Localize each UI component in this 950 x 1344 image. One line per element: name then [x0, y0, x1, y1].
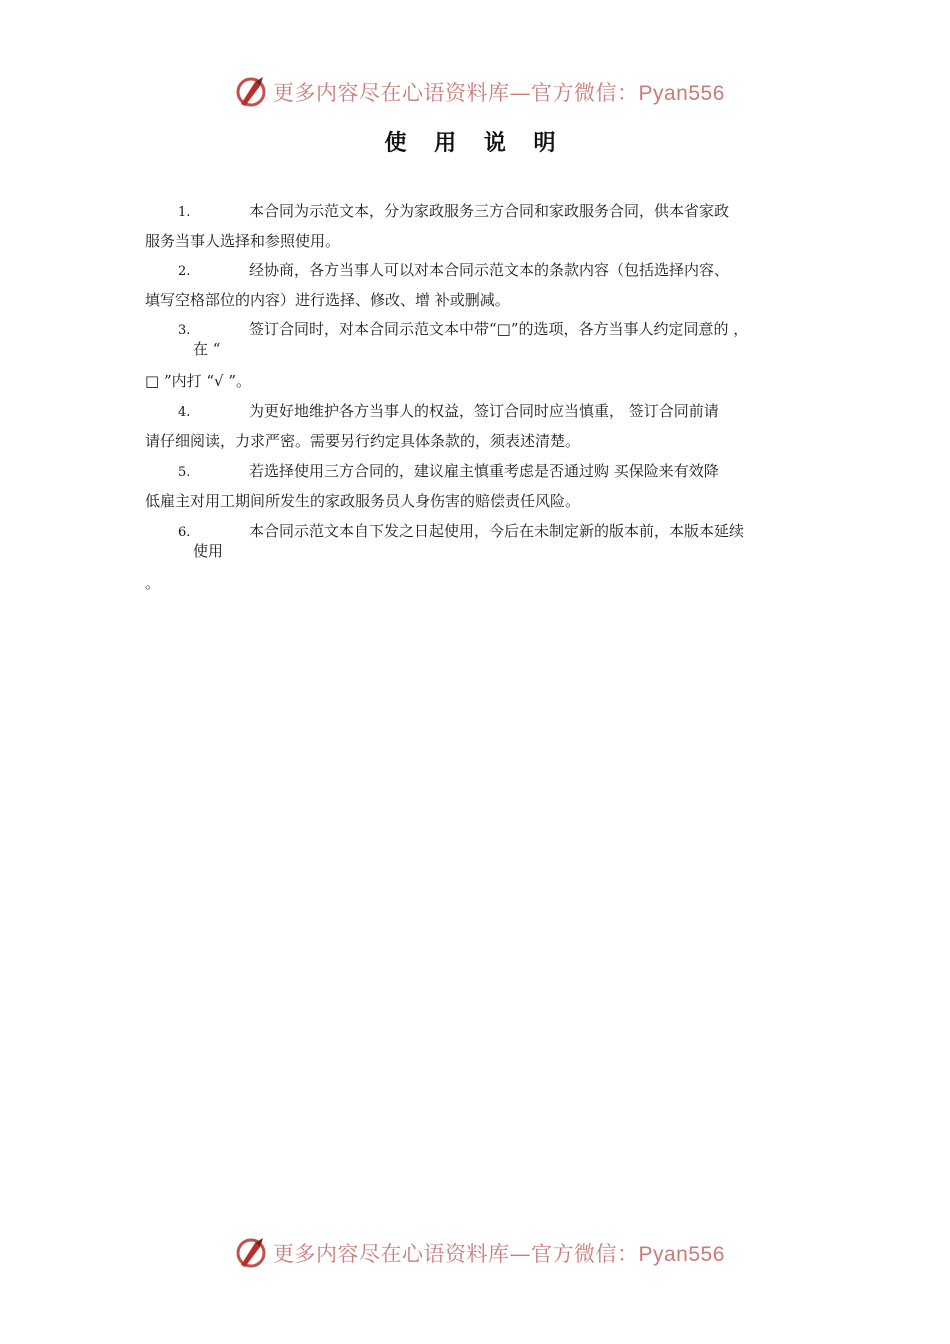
item-line-2: □ ”内打 “√ ”。 — [145, 372, 252, 390]
item-number: 5. — [178, 465, 191, 480]
item-line-2: 请仔细阅读，力求严密。需要另行约定具体条款的，须表述清楚。 — [145, 432, 581, 450]
watermark-text — [273, 77, 725, 107]
item-line-2: 低雇主对用工期间所发生的家政服务员人身伤害的赔偿责任风险。 — [145, 492, 581, 510]
item-continuation: 使用 — [193, 542, 224, 560]
item-number: 3. — [178, 323, 191, 338]
item-line-1: 经协商，各方当事人可以对本合同示范文本的条款内容（包括选择内容、 — [249, 261, 730, 279]
watermark-text — [273, 1238, 725, 1268]
watermark-banner-bottom — [233, 1233, 725, 1273]
item-number: 1. — [178, 205, 191, 220]
watermark-wechat-id: Pyan556 — [638, 1243, 725, 1266]
watermark-wechat-id: Pyan556 — [638, 82, 725, 105]
pen-logo-icon — [233, 1235, 269, 1271]
pen-logo-icon — [233, 74, 269, 110]
item-line-1: 签订合同时，对本合同示范文本中带“□”的选项，各方当事人约定同意的 ， — [249, 320, 749, 338]
item-number: 2. — [178, 264, 191, 279]
item-number: 6. — [178, 525, 191, 540]
watermark-text-cn: 更多内容尽在心语资料库—官方微信： — [273, 81, 639, 105]
item-line-1: 本合同为示范文本，分为家政服务三方合同和家政服务合同，供本省家政 — [249, 202, 730, 220]
watermark-text-cn: 更多内容尽在心语资料库—官方微信： — [273, 1242, 639, 1266]
page-title: 使 用 说 明 — [384, 131, 566, 156]
item-line-1: 若选择使用三方合同的，建议雇主慎重考虑是否通过购 买保险来有效降 — [249, 462, 719, 480]
item-line-2: 服务当事人选择和参照使用。 — [145, 232, 341, 250]
watermark-banner-top — [233, 72, 725, 112]
item-line-2: 。 — [145, 574, 161, 592]
item-number: 4. — [178, 405, 191, 420]
item-continuation: 在 “ — [193, 340, 221, 358]
item-line-2: 填写空格部位的内容）进行选择、修改、增 补或删减。 — [145, 291, 510, 309]
item-line-1: 本合同示范文本自下发之日起使用，今后在未制定新的版本前，本版本延续 — [249, 522, 745, 540]
item-line-1: 为更好地维护各方当事人的权益，签订合同时应当慎重， 签订合同前请 — [249, 402, 719, 420]
